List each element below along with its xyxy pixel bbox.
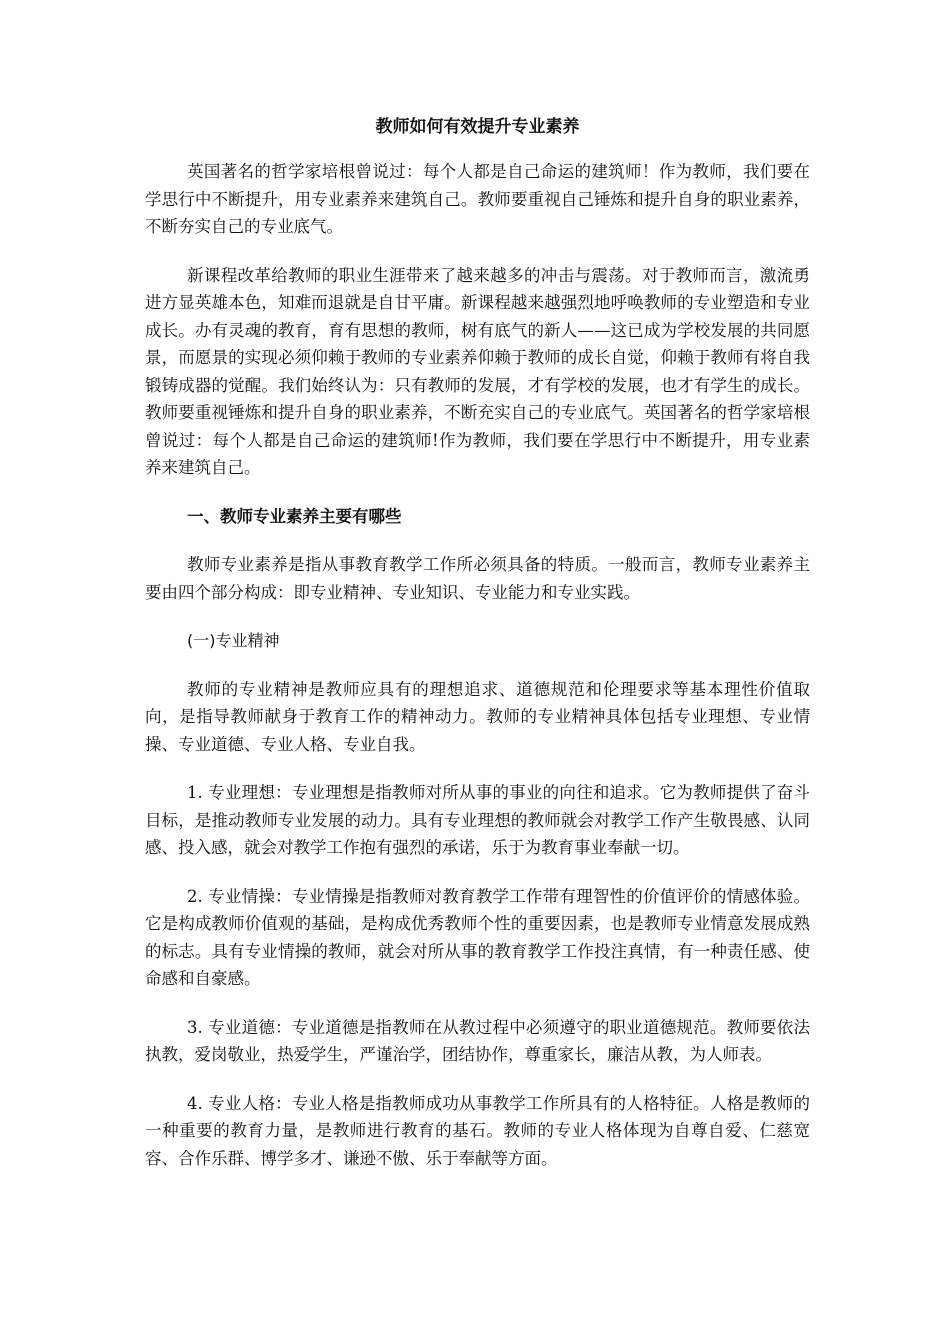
paragraph-professional-spirit: 教师的专业精神是教师应具有的理想追求、道德规范和伦理要求等基本理性价值取向，是指导教师献身于教育工作的精神动力。教师的专业精神具体包括专业理想、专业情操、专业道德、专业人格、专业自我。 bbox=[145, 679, 810, 754]
subsection-heading-professional-spirit: (一)专业精神 bbox=[187, 631, 280, 650]
document-title: 教师如何有效提升专业素养 bbox=[375, 117, 580, 137]
list-item-professional-ethics: 3. 专业道德：专业道德是指教师在从教过程中必须遵守的职业道德规范。教师要依法执教，爱岗敬业，热爱学生，严谨治学，团结协作，尊重家长，廉洁从教，为人师表。 bbox=[145, 1017, 810, 1064]
paragraph-curriculum-reform: 新课程改革给教师的职业生涯带来了越来越多的冲击与震荡。对于教师而言，激流勇进方显英雄本色，知难而退就是自甘平庸。新课程越来越强烈地呼唤教师的专业塑造和专业成长。办有灵魂的教育，育有思想的教师，树有底气的新人——这已成为学校发展的共同愿景，而愿景的实现必须仰赖于教师的专业素养仰赖于教师的成长自觉，仰赖于教师有将自我锻铸成器的觉醒。我们始终认为：只有教师的发展，才有学校的发展，也才有学生的成长。教师要重视锤炼和提升自身的职业素养，不断充实自己的专业底气。英国著名的哲学家培根曾说过：每个人都是自己命运的建筑师!作为教师，我们要在学思行中不断提升，用专业素养来建筑自己。 bbox=[145, 265, 810, 477]
paragraph-professional-literacy: 教师专业素养是指从事教育教学工作所必须具备的特质。一般而言，教师专业素养主要由四个部分构成：即专业精神、专业知识、专业能力和专业实践。 bbox=[145, 555, 810, 602]
section-heading-1: 一、教师专业素养主要有哪些 bbox=[187, 506, 402, 526]
paragraph-intro: 英国著名的哲学家培根曾说过：每个人都是自己命运的建筑师！作为教师，我们要在学思行中不断提升，用专业素养来建筑自己。教师要重视自己锤炼和提升自身的职业素养，不断夯实自己的专业底气。 bbox=[145, 162, 810, 236]
list-item-professional-ideal: 1. 专业理想：专业理想是指教师对所从事的事业的向往和追求。它为教师提供了奋斗目标，是推动教师专业发展的动力。具有专业理想的教师就会对教学工作产生敬畏感、认同感、投入感，就会对教学工作抱有强烈的承诺，乐于为教育事业奉献一切。 bbox=[145, 783, 810, 857]
document-body bbox=[145, 114, 810, 1193]
list-item-professional-sentiment: 2. 专业情操：专业情操是指教师对教育教学工作带有理智性的价值评价的情感体验。它是构成教师价值观的基础，是构成优秀教师个性的重要因素，也是教师专业情意发展成熟的标志。具有专业情操的教师，就会对所从事的教育教学工作投注真情，有一种责任感、使命感和自豪感。 bbox=[145, 886, 810, 988]
list-item-professional-personality: 4. 专业人格：专业人格是指教师成功从事教学工作所具有的人格特征。人格是教师的一种重要的教育力量，是教师进行教育的基石。教师的专业人格体现为自尊自爱、仁慈宽容、合作乐群、博学多才、谦逊不傲、乐于奉献等方面。 bbox=[145, 1093, 810, 1168]
